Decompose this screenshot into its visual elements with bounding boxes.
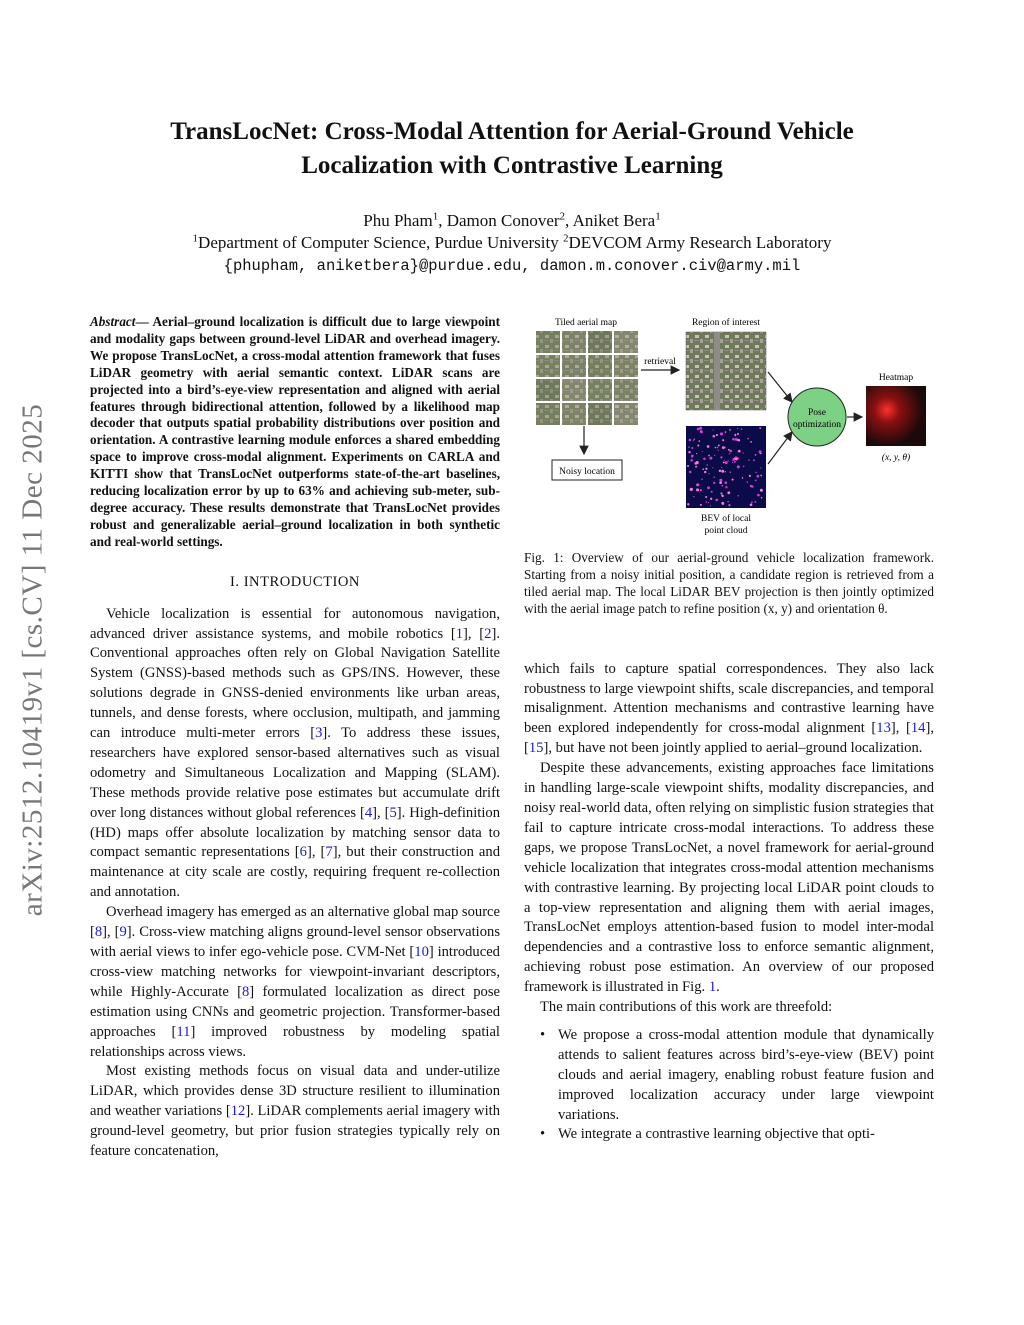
bev-point <box>750 441 752 443</box>
citation-link[interactable]: 13 <box>876 720 891 737</box>
bev-point <box>721 485 723 487</box>
affiliation: Department of Computer Science, Purdue University <box>198 233 559 252</box>
bev-point-cloud-image <box>686 426 766 508</box>
bev-point <box>697 445 699 447</box>
bev-point <box>734 457 735 458</box>
bev-point <box>705 496 707 498</box>
bev-point <box>719 481 722 484</box>
bev-point <box>735 456 737 458</box>
bev-point <box>759 450 762 453</box>
bev-point <box>707 445 710 448</box>
affiliation: DEVCOM Army Research Laboratory <box>568 233 832 252</box>
bev-point <box>700 504 702 506</box>
paragraph-text: . High-definition (HD) maps offer absolute localization by matching sensor data to compact semantic representations <box>90 804 500 861</box>
bev-point <box>693 440 694 441</box>
bev-point <box>699 427 702 430</box>
bev-point <box>725 431 727 433</box>
right-column <box>524 314 934 1145</box>
bev-point <box>708 455 710 457</box>
figure-diagram <box>524 314 934 544</box>
bev-point <box>749 475 751 477</box>
bev-point <box>712 467 713 468</box>
bev-point <box>737 465 740 468</box>
paragraph-text: improved robustness by modeling spatial relationships across views. <box>90 1023 500 1060</box>
heatmap-image <box>866 386 926 446</box>
intro-body <box>90 605 500 1162</box>
bev-point <box>760 489 763 492</box>
bev-point <box>689 439 692 442</box>
paper-header <box>90 115 934 278</box>
paragraph-text: which fails to capture spatial correspondences. They also lack robustness to large viewpoint shifts, scale discrepancies, and temporal misalignment. Attention mechanisms and contrastive learning have been explored independently for cross-modal alignment <box>524 660 934 737</box>
citation-link[interactable]: 7 <box>325 844 333 861</box>
bev-point <box>687 503 689 505</box>
bev-point <box>708 473 709 474</box>
bev-point <box>721 494 723 496</box>
author-affil-mark: 1 <box>655 210 661 223</box>
bev-point <box>743 466 745 468</box>
bev-point <box>743 452 744 453</box>
figure-caption: Fig. 1: Overview of our aerial-ground vehicle localization framework. Starting from a noisy initial position, a candidate region is retrieved from a tiled aerial map. The local LiDAR BEV projection is then jointly optimized with the aerial image patch to refine position (x, y) and orientation θ. <box>524 550 934 616</box>
bev-point <box>750 485 753 488</box>
aerial-tile-texture <box>614 331 638 353</box>
citation-link[interactable]: 2 <box>484 625 492 642</box>
paragraph-text: Overhead imagery has emerged as an alternative global map source <box>106 904 501 921</box>
bev-point <box>711 491 713 493</box>
paragraph-text: , but their construction and maintenance at city scale are costly, requiring frequent re-collection and annotation. <box>90 844 501 901</box>
paragraph: Vehicle localization is essential for autonomous navigation, advanced driver assistance systems, and mobile robotics [1], [2]. Conventional approaches often rely on Global Navigation Satellite System (GNSS)-based methods such as GPS/INS. However, these solutions degrade in GNSS-denied environments like urban areas, tunnels, and dense forests, where occlusion, multipath, and jamming can introduce multi-meter errors [3]. To address these issues, researchers have explored sensor-based alternatives such as visual odometry and Simultaneous Localization and Mapping (SLAM). These methods provide relative pose estimates but accumulate drift over long distances without global references [4], [5]. High-definition (HD) maps offer absolute localization by matching sensor data to compact semantic representations [6], [7], but their construction and maintenance at city scale are costly, requiring frequent re-collection and annotation. <box>90 605 501 901</box>
citation-link[interactable]: 4 <box>364 804 373 821</box>
bev-point <box>722 439 724 441</box>
bev-point <box>748 460 749 461</box>
left-column <box>90 314 500 1162</box>
bev-point <box>705 468 707 470</box>
paragraph-text: . LiDAR complements aerial imagery with ground-level geometry, but prior fusion strategies typically rely on feature concatenation, <box>90 1103 500 1160</box>
bev-point <box>720 432 723 435</box>
bev-point <box>714 455 715 456</box>
title-line-1: TransLocNet: Cross-Modal Attention for Aerial-Ground Vehicle <box>170 118 854 145</box>
bev-point <box>737 428 738 429</box>
bev-point <box>717 447 719 449</box>
paragraph-text: , <box>467 625 480 642</box>
bev-point <box>695 466 697 468</box>
paragraph: which fails to capture spatial correspondences. They also lack robustness to large viewpoint shifts, scale discrepancies, and temporal misalignment. Attention mechanisms and contrastive learning have been explored independently for cross-modal alignment [13], [14], [15], but have not been jointly applied to aerial–ground localization. <box>524 660 934 757</box>
bev-point <box>720 456 722 458</box>
bev-point <box>728 504 730 506</box>
bev-point <box>755 472 756 473</box>
bev-point <box>737 495 739 497</box>
bev-point <box>707 464 708 465</box>
bev-point <box>699 440 701 442</box>
bev-point <box>700 489 702 491</box>
citation-link[interactable]: 10 <box>414 944 429 960</box>
bev-point <box>708 502 709 503</box>
label-pose-line-2: optimization <box>792 420 842 430</box>
aerial-tile-texture <box>614 379 638 401</box>
bev-point <box>747 438 748 439</box>
bev-point <box>734 461 736 463</box>
bev-point <box>721 470 722 471</box>
citation-link[interactable]: 1 <box>455 625 464 642</box>
bev-point <box>755 480 757 482</box>
bev-point <box>700 430 701 431</box>
bev-point <box>696 488 699 491</box>
bev-point <box>691 455 693 457</box>
citation-link[interactable]: 3 <box>315 725 323 742</box>
paragraph-text: , <box>107 924 115 941</box>
roi-road <box>714 332 720 410</box>
author-emails: {phupham, aniketbera}@purdue.edu, damon.m.conover.civ@army.mil <box>223 257 801 275</box>
bev-point <box>724 460 725 461</box>
paragraph-text: . Cross-view matching aligns ground-level sensor observations with aerial views to infer ego-vehicle pose. CVM-Net <box>90 924 500 960</box>
bev-point <box>721 467 722 468</box>
bev-point <box>732 438 735 441</box>
bev-point <box>725 461 728 464</box>
paragraph <box>524 998 934 1018</box>
bev-point <box>710 505 711 506</box>
label-heatmap: Heatmap <box>878 373 914 383</box>
bev-point <box>689 471 692 474</box>
bev-point <box>723 461 725 463</box>
bev-point <box>718 444 720 446</box>
citation-link[interactable]: 6 <box>299 844 307 861</box>
label-noisy-location: Noisy location <box>559 467 615 477</box>
paragraph-text: , but have not been jointly applied to aerial–ground localization. <box>548 740 923 757</box>
aerial-tile-texture <box>562 355 586 377</box>
bev-point <box>753 459 755 461</box>
citation-link[interactable]: 9 <box>119 924 127 941</box>
bev-point <box>697 483 699 485</box>
aerial-tile-texture <box>588 403 612 425</box>
aerial-tile-texture <box>536 355 560 377</box>
aerial-tile-texture <box>536 403 560 425</box>
bev-point <box>714 477 715 478</box>
bev-point <box>721 502 724 505</box>
bev-point <box>691 447 693 449</box>
bev-point <box>697 428 700 431</box>
citation-link[interactable]: 12 <box>230 1103 246 1120</box>
bev-point <box>713 435 716 438</box>
contribution-item: • We propose a cross-modal attention module that dynamically attends to salient features across bird’s-eye-view (BEV) point clouds and aerial imagery, enabling robust feature fusion and improved localization accuracy under large viewpoint variations. <box>558 1026 934 1126</box>
aerial-tile-texture <box>614 403 638 425</box>
bev-point <box>704 471 706 473</box>
label-bev-line-1: BEV of local <box>701 514 751 524</box>
paragraph-text: , <box>311 844 321 861</box>
bev-point <box>694 462 697 465</box>
title-line-2: Localization with Contrastive Learning <box>301 152 723 179</box>
bev-point <box>741 428 742 429</box>
bev-point <box>727 460 728 461</box>
bev-point <box>751 501 753 503</box>
bev-point <box>728 501 729 502</box>
bev-point <box>715 447 717 449</box>
aerial-tile-texture <box>588 355 612 377</box>
bev-point <box>702 451 703 452</box>
paper-title <box>90 115 934 183</box>
paragraph-text: . To address these issues, researchers have explored sensor-based alternatives such as visual odometry and Simultaneous Localization and Mapping (SLAM). These methods provide relative pose estimates but accumulate drift over long distances without global references <box>90 725 500 821</box>
bev-point <box>710 498 712 500</box>
region-of-interest-image <box>686 332 766 410</box>
bev-point <box>755 454 757 456</box>
abstract <box>90 314 500 551</box>
bev-point <box>735 435 736 436</box>
aerial-tile-texture <box>536 331 560 353</box>
label-bev-line-2: point cloud <box>704 526 748 536</box>
paragraph-text: Vehicle localization is essential for autonomous navigation, advanced driver assistance systems, and mobile robotics <box>90 605 500 642</box>
bev-point <box>706 501 708 503</box>
author-name: Aniket Bera <box>572 211 656 230</box>
bev-point <box>718 450 719 451</box>
bev-point <box>729 450 732 453</box>
bev-point <box>687 465 689 467</box>
bev-point <box>713 430 714 431</box>
bev-point <box>737 433 739 435</box>
bev-point <box>735 457 738 460</box>
bev-point <box>715 499 718 502</box>
citation-link[interactable]: 8 <box>242 983 250 1000</box>
paragraph-text: introduced cross-view matching networks for viewpoint-invariant descriptors, while Highly-Accurate <box>90 944 500 1000</box>
bev-point <box>754 501 756 503</box>
bev-point <box>713 482 715 484</box>
bev-point <box>716 434 718 436</box>
bev-point <box>690 459 693 462</box>
bev-point <box>735 438 738 441</box>
bev-point <box>688 446 689 447</box>
paragraph-text: Most existing methods focus on visual data and under-utilize LiDAR, which provides dense 3D structure resilient to illumination and weather variations <box>90 1063 500 1120</box>
label-region-of-interest: Region of interest <box>691 318 761 328</box>
paragraph-text: . Conventional approaches often rely on Global Navigation Satellite System (GNSS)-based methods such as GPS/INS. However, these solutions degrade in GNSS-denied environments like urban areas, tunnels, and dense forests, where occlusion, multipath, and jamming can introduce multi-meter errors <box>90 625 500 742</box>
tiled-aerial-map <box>536 331 638 425</box>
bev-point <box>719 470 721 472</box>
bev-point <box>760 475 762 477</box>
aerial-tile-texture <box>588 379 612 401</box>
arxiv-stamp <box>10 360 56 960</box>
paragraph-text: formulated localization as direct pose estimation using CNNs and geometric projection. Transformer-based approaches <box>90 983 500 1040</box>
bev-point <box>760 468 761 469</box>
author-name: Damon Conover <box>446 211 560 230</box>
bev-point <box>694 439 695 440</box>
citation-link[interactable]: 11 <box>176 1023 191 1040</box>
paragraph-text: Despite these advancements, existing approaches face limitations in handling large-scale viewpoint shifts, modality discrepancies, and noisy real-world data, often relying on simplistic fusion strategies that fail to capture intricate cross-modal interactions. To address these gaps, we propose TransLocNet, a novel framework for aerial-ground vehicle localization that integrates cross-modal attention mechanisms with contrastive learning. By projecting local LiDAR point clouds to a top-view representation and aligning them with aerial images, TransLocNet employs attention-based fusion to model inter-modal dependencies and a contrastive loss to enforce semantic alignment, achieving robust pose estimation. An overview of our proposed framework is illustrated in Fig. <box>524 760 934 996</box>
bev-point <box>725 471 726 472</box>
contributions-list <box>524 1026 934 1145</box>
bev-point <box>702 468 704 470</box>
citation-link[interactable]: 14 <box>910 720 926 737</box>
paragraph-text: , <box>930 720 934 737</box>
bev-point <box>725 486 727 488</box>
bev-point <box>730 472 731 473</box>
aerial-tile-texture <box>562 403 586 425</box>
bev-point <box>703 457 706 460</box>
paragraph-text: , <box>895 720 906 737</box>
bev-point <box>724 481 727 484</box>
section-heading: I. INTRODUCTION <box>230 573 360 590</box>
bev-point <box>738 450 741 453</box>
abstract-text: — Aerial–ground localization is difficult due to large viewpoint and modality gaps between ground-level LiDAR and overhead imagery. We propose TransLocNet, a cross-modal attention framework that fuses LiDAR geometry with aerial semantic context. LiDAR scans are projected into a bird’s-eye-view representation and aligned with aerial features through bidirectional attention, followed by a likelihood map decoder that outputs spatial probability distributions over position and orientation. A contrastive learning module enforces a shared embedding space to improve cross-modal alignment. Experiments on CARLA and KITTI show that TransLocNet outperforms state-of-the-art baselines, reducing localization error by up to 63% and achieving sub-meter, sub-degree accuracy. These results demonstrate that TransLocNet provides robust and generalizable aerial–ground localization in both synthetic and real-world settings. <box>90 314 500 549</box>
bev-point <box>729 453 730 454</box>
figure-1 <box>524 314 934 544</box>
bev-point <box>728 449 730 451</box>
bev-point <box>707 486 710 489</box>
paragraph-text: , <box>377 804 385 821</box>
bev-point <box>727 491 730 494</box>
bev-point <box>750 503 753 506</box>
author-list: Phu Pham$^1$, Damon Conover$^2$, Aniket Bera$^1$ <box>363 210 661 230</box>
paragraph-text: . <box>716 979 720 996</box>
bev-point <box>688 451 690 453</box>
affiliations <box>90 232 934 254</box>
paragraph: Most existing methods focus on visual data and under-utilize LiDAR, which provides dense 3D structure resilient to illumination and weather variations [12]. LiDAR complements aerial imagery with ground-level geometry, but prior fusion strategies typically rely on feature concatenation, <box>90 1063 500 1160</box>
aerial-tile-texture <box>562 331 586 353</box>
bev-point <box>761 497 763 499</box>
aerial-tile-texture <box>562 379 586 401</box>
bev-point <box>732 462 733 463</box>
bev-point <box>742 477 744 479</box>
bev-point <box>757 494 760 497</box>
citation-link[interactable]: 15 <box>528 740 544 757</box>
affil-mark: 2 <box>562 232 569 245</box>
author-name: Phu Pham <box>363 211 433 230</box>
bev-point <box>693 496 694 497</box>
bev-point <box>690 488 693 491</box>
bev-point <box>757 475 760 478</box>
bev-point <box>696 453 697 454</box>
paragraph-text: The main contributions of this work are threefold: <box>540 999 833 1016</box>
bev-point <box>719 479 722 482</box>
author-affil-mark: 2 <box>559 210 566 223</box>
bev-point <box>720 492 722 494</box>
label-tiled-aerial-map: Tiled aerial map <box>555 318 617 328</box>
label-pose-line-1: Pose <box>808 408 826 418</box>
aerial-tile-texture <box>614 355 638 377</box>
affil-mark: 1 <box>192 232 199 245</box>
bev-point <box>747 481 748 482</box>
aerial-tile-texture <box>588 331 612 353</box>
paragraph <box>524 759 934 998</box>
bev-point <box>729 429 731 431</box>
arxiv-id: arXiv:2512.10419v1 [cs.CV] 11 Dec 2025 <box>16 403 49 917</box>
author-affil-mark: 1 <box>432 210 439 223</box>
right-body <box>524 660 934 1018</box>
contribution-item: • We integrate a contrastive learning objective that opti- <box>558 1125 934 1145</box>
bev-point <box>759 427 761 429</box>
label-output-pose: (x, y, θ) <box>881 453 911 463</box>
citation-link[interactable]: 1 <box>708 979 717 996</box>
aerial-tile-texture <box>536 379 560 401</box>
bev-point <box>732 479 734 481</box>
label-retrieval: retrieval <box>644 357 676 367</box>
citation-link[interactable]: 5 <box>389 804 397 821</box>
bev-point <box>722 446 725 449</box>
bev-point <box>709 457 712 460</box>
bev-point <box>701 479 703 481</box>
citation-link[interactable]: 8 <box>94 924 103 941</box>
abstract-label: Abstract <box>90 314 136 329</box>
paragraph: Overhead imagery has emerged as an alternative global map source [8], [9]. Cross-view matching aligns ground-level sensor observations with aerial views to infer ego-vehicle pose. CVM-Net [10] introduced cross-view matching networks for viewpoint-invariant descriptors, while Highly-Accurate [8] formulated localization as direct pose estimation using CNNs and geometric projection. Transformer-based approaches [11] improved robustness by modeling spatial relationships across views. <box>90 904 501 1060</box>
